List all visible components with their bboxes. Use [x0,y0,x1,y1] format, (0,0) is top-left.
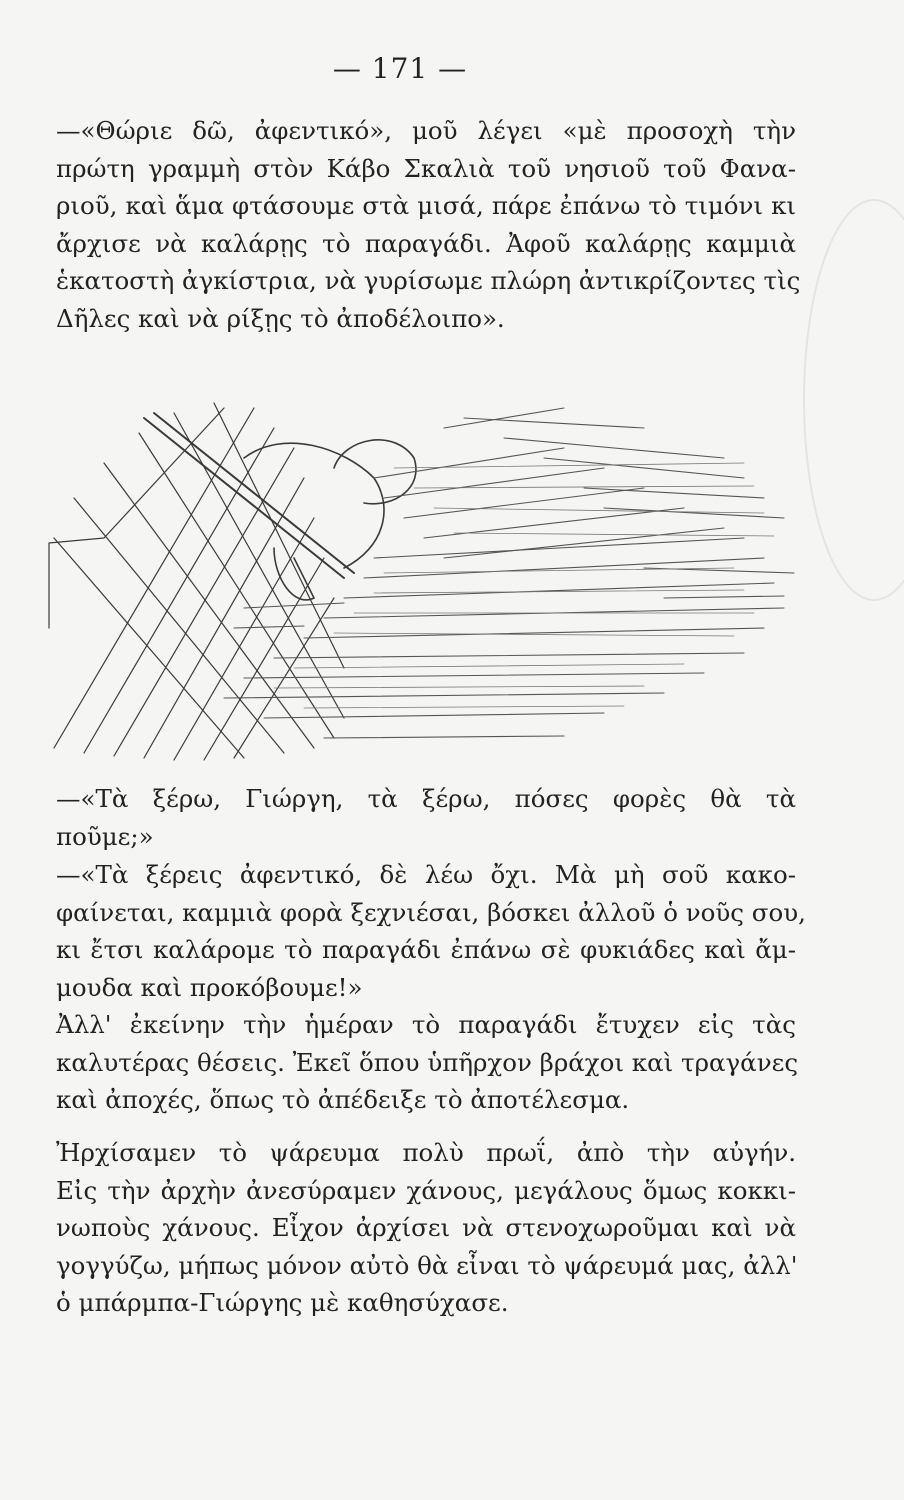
net-mesh [49,403,344,760]
text-line: ριοῦ, καὶ ἅμα φτάσουμε στὰ μισά, πάρε ἐπάνω τὸ τιμόνι κι [56,191,796,220]
text-line: μουδα καὶ προκόβουμε!» [56,972,363,1002]
text-line: καὶ ἀποχές, ὅπως τὸ ἀπέδειξε τὸ ἀποτέλεσμα. [56,1085,630,1114]
text-line: νωποὺς χάνους. Εἶχον ἀρχίσει νὰ στενοχωροῦμαι καὶ νὰ [56,1213,796,1242]
text-line: γογγύζω, μήπως μόνον αὐτὸ θὰ εἶναι τὸ ψάρευμά μας, ἀλλ' [56,1250,798,1280]
paragraph-fishing [56,1134,796,1322]
paragraph-reply [56,780,796,855]
text-line: ἑκατοστὴ ἀγκίστρια, νὰ γυρίσωμε πλώρη ἀντικρίζοντες τὶς [56,266,801,295]
paragraph-narration [56,1006,799,1119]
text-line: φαίνεται, καμμιὰ φορὰ ξεχνιέσαι, βόσκει ἀλλοῦ ὁ νοῦς σου, [56,897,806,927]
paragraph-instructions [56,112,801,337]
fishing-net-illustration [44,368,804,768]
text-line: ἄρχισε νὰ καλάρῃς τὸ παραγάδι. Ἀφοῦ καλάρῃς καμμιὰ [56,228,796,258]
text-line: Δῆλες καὶ νὰ ρίξῃς τὸ ἀποδέλοιπο». [56,303,505,333]
text-line: πρώτη γραμμὴ στὸν Κάβο Σκαλιὰ τοῦ νησιοῦ τοῦ Φανα- [56,153,796,183]
text-line: καλυτέρας θέσεις. Ἐκεῖ ὅπου ὑπῆρχον βράχοι καὶ τραγάνες [56,1047,799,1077]
text-line: —«Θώριε δῶ, ἀφεντικό», μοῦ λέγει «μὲ προσοχὴ τὴν [56,116,796,145]
paragraph-answer [56,856,806,1006]
text-line: Ἀλλ' ἐκείνην τὴν ἡμέραν τὸ παραγάδι ἔτυχεν εἰς τὰς [56,1010,796,1039]
text-line: —«Τὰ ξέρω, Γιώργη, τὰ ξέρω, πόσες φορὲς θὰ τὰ [56,784,796,813]
text-line: —«Τὰ ξέρεις ἀφεντικό, δὲ λέω ὄχι. Μὰ μὴ σοῦ κακο- [56,860,796,889]
text-line: κι ἔτσι καλάρομε τὸ παραγάδι ἐπάνω σὲ φυκιάδες καὶ ἄμ- [56,935,796,964]
page-number: — 171 — [332,52,468,85]
text-line: Εἰς τὴν ἀρχὴν ἀνεσύραμεν χάνους, μεγάλους ὅμως κοκκι- [56,1175,796,1205]
text-line: ποῦμε;» [56,821,154,851]
text-line: ὁ μπάρμπα-Γιώργης μὲ καθησύχασε. [56,1288,509,1317]
text-line: Ἠρχίσαμεν τὸ ψάρευμα πολὺ πρωΐ, ἀπὸ τὴν αὐγήν. [56,1138,796,1167]
